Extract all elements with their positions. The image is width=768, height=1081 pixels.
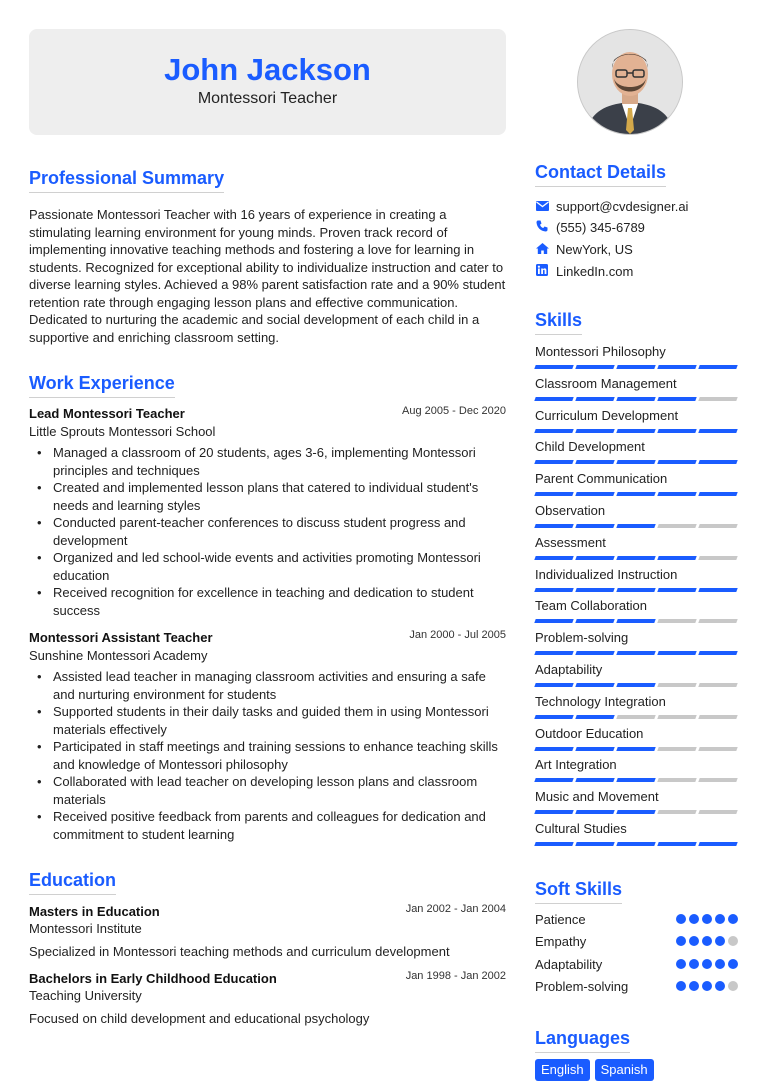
soft-skill-name: Problem-solving [535,978,629,994]
soft-skill-item [535,978,738,995]
skill-level-segment [657,810,696,814]
skill-level-segment [616,365,655,369]
list-item: • Participated in staff meetings and training sessions to enhance teaching skills and knowledge of Montessori philosophy [53,738,506,773]
skill-level-segment [698,810,737,814]
school-name: Teaching University [29,988,142,1003]
skill-level-segment [698,397,737,401]
skill-level-segment [616,492,655,496]
skill-item [535,407,738,433]
skill-level-segment [616,588,655,592]
degree-dates: Jan 1998 - Jan 2002 [405,970,506,982]
skill-level-segment [657,429,696,433]
list-item: • Organized and led school-wide events and activities promoting Montessori education [53,549,506,584]
skill-level-segment [616,810,655,814]
skill-name: Curriculum Development [535,407,679,423]
rating-dot [702,936,712,946]
skill-level-segment [575,460,614,464]
skill-level-segment [657,365,696,369]
skill-level-segment [534,524,573,528]
skills-heading: Skills [535,308,582,335]
education-heading: Education [29,868,116,895]
contact-location [535,240,633,260]
skill-level-bar [535,810,738,814]
skill-item [535,693,738,719]
skill-level-segment [575,429,614,433]
skill-level-segment [657,683,696,687]
rating-dot [702,959,712,969]
degree-dates: Jan 2002 - Jan 2004 [405,903,506,915]
skill-level-segment [534,397,573,401]
job-company: Little Sprouts Montessori School [29,424,216,439]
list-item: • Received recognition for excellence in teaching and dedication to student success [53,584,506,619]
skill-level-segment [657,715,696,719]
skill-level-segment [616,747,655,751]
skill-item [535,820,738,846]
list-item: • Assisted lead teacher in managing classroom activities and ensuring a safe and nurturing environment for students [53,668,506,703]
skill-level-segment [575,524,614,528]
job-bullets [29,444,506,619]
rating-dot [676,914,686,924]
linkedin-icon [535,262,549,282]
skill-level-segment [616,715,655,719]
skill-level-segment [616,556,655,560]
skill-name: Observation [535,503,606,518]
skill-level-segment [698,715,737,719]
skill-level-bar [535,460,738,464]
skill-name: Child Development [535,439,645,455]
rating-dot [689,936,699,946]
skill-level-bar [535,715,738,719]
skill-level-segment [575,683,614,687]
skill-level-segment [657,492,696,496]
degree-description: Focused on child development and educational psychology [29,1011,370,1026]
skill-item [535,756,738,782]
summary-text: Passionate Montessori Teacher with 16 years of experience in creating a stimulating learning environment for young minds. Proven track record of implementing innovative teaching methods and fostering a love for learning in students. Recognized for exceptional ability to individualize instruction and cater to diverse learning styles. Achieved a 98% parent satisfaction rate and a 90% student retention rate through engaging lesson plans and effective communication. Dedicated to nurturing the academic and social development of each child in a supportive and enriching classroom setting. [29,207,506,345]
skill-level-segment [534,842,573,846]
skill-name: Technology Integration [535,693,666,709]
soft-skill-rating [676,981,738,991]
list-item: • Managed a classroom of 20 students, ages 3-6, implementing Montessori principles and techniques [53,444,506,479]
skill-level-segment [616,842,655,846]
skill-level-segment [698,365,737,369]
skill-item [535,629,738,655]
contact-heading: Contact Details [535,160,666,187]
skill-level-segment [657,778,696,782]
skill-level-segment [575,842,614,846]
skill-level-segment [575,492,614,496]
skill-name: Classroom Management [535,375,677,391]
skill-item [535,725,738,751]
skill-item [535,343,738,369]
contact-email-text: support@cvdesigner.ai [556,199,689,214]
skill-name: Music and Movement [535,789,659,805]
skill-item [535,597,738,623]
soft-skill-rating [676,936,738,946]
job-company: Sunshine Montessori Academy [29,648,208,663]
skill-name: Individualized Instruction [535,566,678,582]
soft-skill-name: Patience [535,912,586,927]
skill-level-segment [534,556,573,560]
candidate-title: Montessori Teacher [197,90,338,107]
skill-level-segment [698,651,737,655]
skill-level-segment [534,778,573,782]
language-badge: English [535,1059,590,1081]
soft-skill-item [535,911,738,928]
rating-dot [728,914,738,924]
skill-level-segment [534,588,573,592]
skill-level-segment [657,651,696,655]
rating-dot [689,959,699,969]
skill-level-segment [575,715,614,719]
skill-item [535,534,738,560]
skill-item [535,788,738,814]
phone-icon [535,218,549,238]
job-bullets [29,668,506,843]
skill-name: Assessment [535,534,606,550]
contact-linkedin-text: LinkedIn.com [556,264,634,279]
soft-skill-name: Empathy [535,934,587,950]
rating-dot [715,959,725,969]
contact-location-text: NewYork, US [556,242,633,257]
skill-level-segment [698,556,737,560]
skill-level-segment [534,619,573,623]
skill-level-segment [534,810,573,814]
skill-level-segment [616,778,655,782]
skill-item [535,375,738,401]
skill-level-segment [657,397,696,401]
skill-name: Problem-solving [535,630,629,646]
summary-heading: Professional Summary [29,166,224,193]
skill-level-segment [698,683,737,687]
skill-level-segment [657,588,696,592]
rating-dot [728,936,738,946]
skill-level-bar [535,651,738,655]
skill-level-segment [657,747,696,751]
skill-level-segment [575,397,614,401]
skill-level-segment [616,397,655,401]
skill-level-segment [616,619,655,623]
job-dates: Aug 2005 - Dec 2020 [402,405,506,417]
skill-level-bar [535,747,738,751]
skill-level-bar [535,397,738,401]
skill-level-segment [575,556,614,560]
skill-level-bar [535,619,738,623]
skill-level-segment [534,492,573,496]
soft-skill-name: Adaptability [535,956,603,972]
skill-item [535,438,738,464]
job-title: Lead Montessori Teacher [29,406,185,421]
skill-level-segment [616,683,655,687]
skill-name: Parent Communication [535,471,668,487]
languages-heading: Languages [535,1026,630,1053]
skill-level-segment [657,460,696,464]
skill-level-bar [535,556,738,560]
soft-skill-item [535,933,738,950]
job-title: Montessori Assistant Teacher [29,630,213,645]
skill-item [535,661,738,687]
contact-phone-text: (555) 345-6789 [556,220,645,235]
skill-item [535,470,738,496]
skill-level-bar [535,492,738,496]
skill-level-bar [535,778,738,782]
skill-level-segment [534,683,573,687]
skill-level-segment [698,778,737,782]
language-badge: Spanish [595,1059,654,1081]
skill-level-segment [616,524,655,528]
rating-dot [702,981,712,991]
home-icon [535,240,549,260]
skill-name: Team Collaboration [535,598,648,614]
rating-dot [728,981,738,991]
skill-level-segment [534,429,573,433]
skill-level-segment [616,651,655,655]
rating-dot [715,936,725,946]
school-name: Montessori Institute [29,921,142,936]
skill-level-segment [616,460,655,464]
envelope-icon [535,197,549,217]
degree-title: Bachelors in Early Childhood Education [29,971,277,986]
skill-level-segment [657,842,696,846]
skill-level-segment [698,460,737,464]
rating-dot [689,914,699,924]
skill-level-segment [575,588,614,592]
skill-name: Montessori Philosophy [535,344,666,359]
skill-level-bar [535,588,738,592]
rating-dot [702,914,712,924]
contact-email[interactable] [535,197,688,217]
experience-heading: Work Experience [29,371,175,398]
skill-level-segment [698,619,737,623]
rating-dot [728,959,738,969]
skill-level-bar [535,429,738,433]
list-item: • Supported students in their daily tasks and guided them in using Montessori materials effectively [53,703,506,738]
contact-phone[interactable] [535,218,645,238]
skill-level-segment [698,842,737,846]
soft-skill-rating [676,914,738,924]
skill-level-segment [657,619,696,623]
skill-name: Outdoor Education [535,725,644,741]
skill-level-bar [535,365,738,369]
skill-level-segment [575,747,614,751]
skill-level-segment [575,778,614,782]
soft-skills-heading: Soft Skills [535,877,622,904]
skill-item [535,502,738,528]
rating-dot [676,959,686,969]
skill-level-segment [657,556,696,560]
profile-photo [577,29,683,135]
soft-skill-item [535,956,738,973]
degree-title: Masters in Education [29,904,160,919]
skill-level-segment [534,460,573,464]
skill-level-segment [575,365,614,369]
skill-name: Cultural Studies [535,821,627,836]
skill-level-segment [575,651,614,655]
contact-linkedin[interactable] [535,262,633,282]
rating-dot [689,981,699,991]
rating-dot [715,914,725,924]
skill-level-segment [575,619,614,623]
skill-level-segment [698,524,737,528]
skill-item [535,566,738,592]
skill-level-segment [534,651,573,655]
skill-level-segment [575,810,614,814]
skill-level-segment [534,747,573,751]
list-item: • Received positive feedback from parents and colleagues for dedication and commitment to student learning [53,808,506,843]
skill-level-segment [698,588,737,592]
job-dates: Jan 2000 - Jul 2005 [409,629,506,641]
profile-photo-image [578,30,682,134]
degree-description: Specialized in Montessori teaching methods and curriculum development [29,944,450,959]
skill-level-segment [534,715,573,719]
skill-level-segment [698,429,737,433]
skill-level-bar [535,842,738,846]
skill-level-segment [698,747,737,751]
skill-name: Adaptability [535,662,603,677]
header-box [29,29,506,135]
skill-level-bar [535,683,738,687]
soft-skill-rating [676,959,738,969]
candidate-name: John Jackson [164,52,371,87]
list-item: • Created and implemented lesson plans that catered to individual student's needs and learning styles [53,479,506,514]
rating-dot [676,936,686,946]
skill-level-segment [657,524,696,528]
skill-level-segment [698,492,737,496]
skill-level-segment [616,429,655,433]
skill-level-bar [535,524,738,528]
list-item: • Collaborated with lead teacher on developing lesson plans and classroom materials [53,773,506,808]
list-item: • Conducted parent-teacher conferences to discuss student progress and development [53,514,506,549]
rating-dot [715,981,725,991]
rating-dot [676,981,686,991]
skill-name: Art Integration [535,757,617,773]
skill-level-segment [534,365,573,369]
